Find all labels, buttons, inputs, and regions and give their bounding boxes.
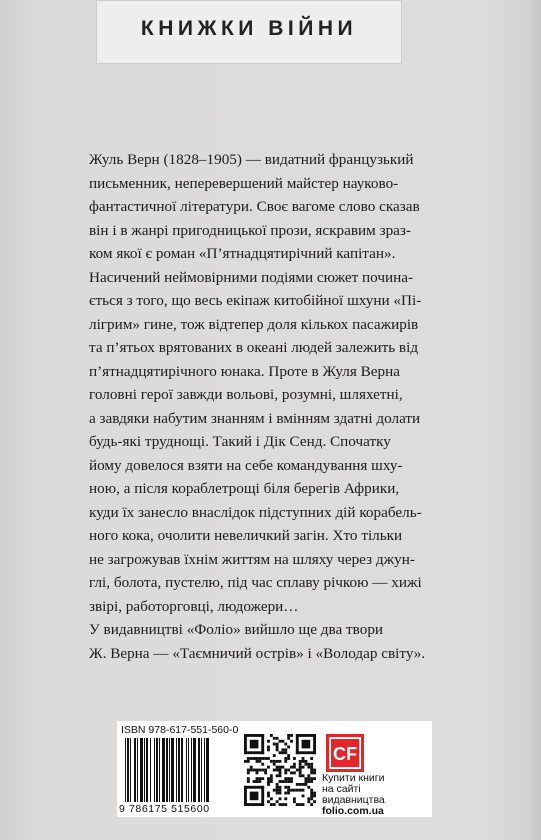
qr-module [267,800,270,803]
qr-module [284,771,287,774]
qr-module [279,769,282,772]
qr-module [307,774,310,777]
blurb-line: не загрожував їхнім життям на шляху через джун- [89,550,415,568]
barcode-bar [181,738,183,802]
qr-module [270,774,273,777]
qr-module [279,766,282,769]
barcode-bar [140,738,143,802]
qr-module [302,740,311,749]
qr-module [250,740,259,749]
barcode-bar [159,738,160,802]
qr-module [290,780,293,783]
blurb-line: ною, а після кораблетрощі біля берегів Африки, [89,480,400,497]
qr-module [310,769,313,772]
qr-module [247,780,250,783]
barcode-bar [186,738,187,802]
barcode-bar [137,738,138,802]
qr-module [270,777,273,780]
qr-module [310,763,313,766]
qr-module [304,763,307,766]
qr-module [313,800,316,803]
barcode-bar [191,738,192,802]
barcode-bar [176,738,177,802]
barcode-bar [201,738,202,802]
qr-module [310,797,313,800]
qr-module [273,789,276,792]
qr-module [287,786,290,789]
qr-module [267,783,270,786]
qr-module [279,786,282,789]
qr-module [304,783,307,786]
qr-module [293,763,296,766]
qr-module [279,740,282,743]
qr-module [250,769,253,772]
qr-module [267,777,270,780]
barcode-image [123,738,235,802]
qr-module [310,789,313,792]
qr-module [270,734,273,737]
qr-module [276,743,279,746]
shop-line-1: Купити книги [322,772,385,784]
blurb-line: будь-які труднощі. Такий і Дік Сенд. Спочатку [89,433,391,450]
series-banner [96,0,402,64]
qr-module [310,780,313,783]
blurb-line: п’ятнадцятирічного юнака. Проте в Жуля Верна [89,362,400,380]
barcode-bar [125,738,126,802]
qr-module [287,780,290,783]
qr-module [287,777,290,780]
qr-module [276,800,279,803]
qr-module [247,757,250,760]
qr-module [267,748,270,751]
qr-module [276,783,279,786]
qr-module [313,792,316,795]
publisher-logo [326,734,364,772]
qr-module [287,757,290,760]
qr-module [261,763,264,766]
qr-module [267,792,270,795]
qr-module [307,766,310,769]
qr-module [273,760,276,763]
qr-module [313,769,316,772]
qr-module [284,743,287,746]
qr-module [276,786,279,789]
qr-module [264,771,267,774]
qr-module [293,771,296,774]
qr-module [281,751,284,754]
qr-module [273,803,276,806]
qr-module [296,789,299,792]
qr-module [313,794,316,797]
shop-line-3: видавництва [322,794,385,806]
qr-module [310,803,313,806]
qr-module [293,766,296,769]
qr-module [284,797,287,800]
cover-edge [527,0,541,840]
blurb-line: Насичений неймовірними подіями сюжет починa- [89,268,414,286]
blurb-line: Ж. Верна — «Таємничий острів» і «Володар світу». [89,644,426,662]
qr-module [270,760,273,763]
qr-module [276,774,279,777]
qr-module [276,737,279,740]
qr-module [279,774,282,777]
qr-module [287,746,290,749]
isbn-label: ISBN 978-617-551-560-0 [121,724,239,736]
publisher-url-link[interactable]: folio.com.ua [322,805,384,817]
qr-module [281,803,284,806]
barcode-bar [198,738,200,802]
qr-module [284,757,287,760]
qr-module [276,766,279,769]
qr-module [270,780,273,783]
qr-module [287,754,290,757]
qr-module [296,734,316,737]
qr-module [279,803,282,806]
qr-module [299,789,302,792]
qr-module [302,803,305,806]
qr-module [284,792,287,795]
barcode-bar [171,738,174,802]
qr-module [244,786,247,806]
qr-module [247,769,250,772]
qr-module [279,780,282,783]
qr-module [299,771,302,774]
qr-module [281,766,284,769]
qr-module [302,774,305,777]
qr-module [279,751,282,754]
qr-module [310,794,313,797]
barcode-bar [169,738,170,802]
blurb-line: глі, болота, пустелю, під час сплаву річкою — хижі [89,574,422,591]
qr-module [296,803,299,806]
qr-module [258,777,261,780]
qr-module [307,780,310,783]
blurb-line: фантастичної літератури. Своє вагоме слово сказав [89,198,420,215]
qr-module [276,769,279,772]
qr-module [261,734,264,754]
qr-module [299,783,302,786]
qr-module [281,748,284,751]
barcode-bar [204,738,205,802]
shop-line-2: на сайті [322,783,361,795]
blurb-line: куди їх занесло внаслідок підступних дій корабель- [89,503,422,521]
qr-module [279,792,282,795]
qr-module [273,754,276,757]
qr-module [293,797,296,800]
qr-module [264,757,267,760]
qr-module [273,743,276,746]
barcode-bar [166,738,168,802]
qr-module [244,734,247,754]
qr-module [290,740,293,743]
qr-module [250,757,253,760]
qr-module [270,797,273,800]
barcode-bar [188,738,189,802]
qr-module [253,757,256,760]
qr-module [247,771,250,774]
qr-module [302,789,305,792]
qr-module [296,769,299,772]
qr-module [279,789,282,792]
qr-module [310,771,313,774]
qr-module [258,780,261,783]
blurb-line: У видавництві «Фоліо» вийшло ще два твори [89,621,384,638]
blurb-line: йому довелося взяти на себе командування шху- [89,456,403,474]
qr-module [287,792,290,795]
qr-module [296,783,299,786]
qr-module [267,740,270,743]
qr-module [273,763,276,766]
qr-module [290,766,293,769]
qr-module [261,757,264,760]
qr-module [256,777,259,780]
qr-module [284,751,287,754]
qr-module [264,769,267,772]
blurb-line: а завдяки набутим знанням і вмінням здатні долати [89,409,421,427]
qr-module [276,746,279,749]
book-blurb [89,148,441,665]
qr-module [281,780,284,783]
qr-module [310,757,313,760]
qr-module [273,769,276,772]
qr-module [310,766,313,769]
qr-module [276,792,279,795]
qr-module [290,734,293,737]
qr-module [302,760,305,763]
qr-module [261,786,264,806]
qr-module [256,771,259,774]
qr-module [279,760,282,763]
qr-module [307,800,310,803]
blurb-line: звірі, работорговці, людожери… [89,597,299,615]
qr-module [256,760,259,763]
qr-module [310,777,313,780]
qr-module [287,789,290,792]
qr-module [299,763,302,766]
qr-module [293,757,296,760]
qr-module [253,769,256,772]
qr-module [290,789,293,792]
qr-module [284,760,287,763]
blurb-line: Жуль Верн (1828–1905) — видатний французький [89,151,414,168]
blurb-line: та п’ятьох врятованих в океані людей залежить від [89,339,419,356]
qr-module [244,751,264,754]
barcode-bar [134,738,136,802]
qr-module [267,766,270,769]
barcode-bar [156,738,158,802]
series-title: КНИЖКИ ВІЙНИ [140,17,358,40]
barcode-bar [130,738,131,802]
qr-module [273,737,276,740]
qr-module [290,777,293,780]
qr-module [299,774,302,777]
qr-module [313,734,316,754]
qr-module [258,757,261,760]
blurb-line: він і в жанрі пригодницької прози, яскравим зраз- [89,221,411,239]
qr-module [279,771,282,774]
publisher-logo-text: CF [333,744,357,764]
qr-module [299,766,302,769]
blurb-line: ється з того, що весь екіпаж китобійної шхуни «Пі- [89,292,422,309]
qr-module [267,746,270,749]
qr-module [276,748,279,751]
qr-module [247,777,250,780]
qr-module [296,751,316,754]
barcode-bar [146,738,148,802]
qr-module [244,803,264,806]
qr-module [267,780,270,783]
qr-module [267,757,270,760]
qr-module [287,769,290,772]
qr-module [258,769,261,772]
qr-module [304,760,307,763]
qr-module [247,760,250,763]
qr-module [279,797,282,800]
qr-module [267,794,270,797]
qr-module [244,734,264,737]
blurb-line: головні герої завжди вольові, розумні, шляхетні, [89,386,403,403]
barcode-bar [206,738,209,802]
barcode-bar [144,738,145,802]
qr-module [258,760,261,763]
qr-module [261,769,264,772]
qr-module [284,769,287,772]
qr-module [256,780,259,783]
qr-module [287,737,290,740]
qr-module [276,760,279,763]
blurb-line: лігрим» гине, тож відтепер доля кількох пасажирів [89,315,419,333]
barcode-bar [193,738,196,802]
barcode-bar [127,738,129,802]
qr-module [302,794,305,797]
barcode-bar [178,738,180,802]
qr-module [276,789,279,792]
qr-module [302,766,305,769]
qr-module [284,777,287,780]
qr-module [296,734,299,754]
qr-module [307,797,310,800]
qr-module [290,771,293,774]
qr-module [304,780,307,783]
qr-module [299,803,302,806]
qr-module [313,777,316,780]
qr-module [307,777,310,780]
qr-module [299,769,302,772]
qr-code-icon[interactable] [244,734,316,806]
qr-module [253,780,256,783]
qr-module [284,803,287,806]
qr-module [310,792,313,795]
qr-module [281,740,284,743]
qr-module [307,763,310,766]
qr-module [250,792,259,801]
qr-module [284,786,287,789]
qr-module [313,771,316,774]
qr-module [293,800,296,803]
qr-module [299,760,302,763]
qr-module [250,766,253,769]
qr-module [270,803,273,806]
qr-module [284,748,287,751]
barcode-bar [150,738,151,802]
qr-module [256,769,259,772]
barcode-digits: 9 786175 515600 [119,803,210,815]
shop-info [322,773,432,817]
blurb-line: письменник, неперевершений майстер науково- [89,174,399,192]
blurb-line: ком якої є роман «П’ятнадцятирічний капітан». [89,245,396,262]
qr-module [244,760,247,763]
qr-module [307,786,310,789]
qr-module [293,789,296,792]
qr-module [284,780,287,783]
qr-module [256,757,259,760]
qr-module [244,786,264,789]
barcode-bar [162,738,165,802]
qr-module [304,777,307,780]
blurb-line: ного кока, очолити невеличкий загін. Хто тільки [89,527,403,544]
qr-module [302,783,305,786]
qr-module [261,777,264,780]
barcode-bar [154,738,155,802]
qr-module [287,734,290,737]
qr-module [302,757,305,760]
